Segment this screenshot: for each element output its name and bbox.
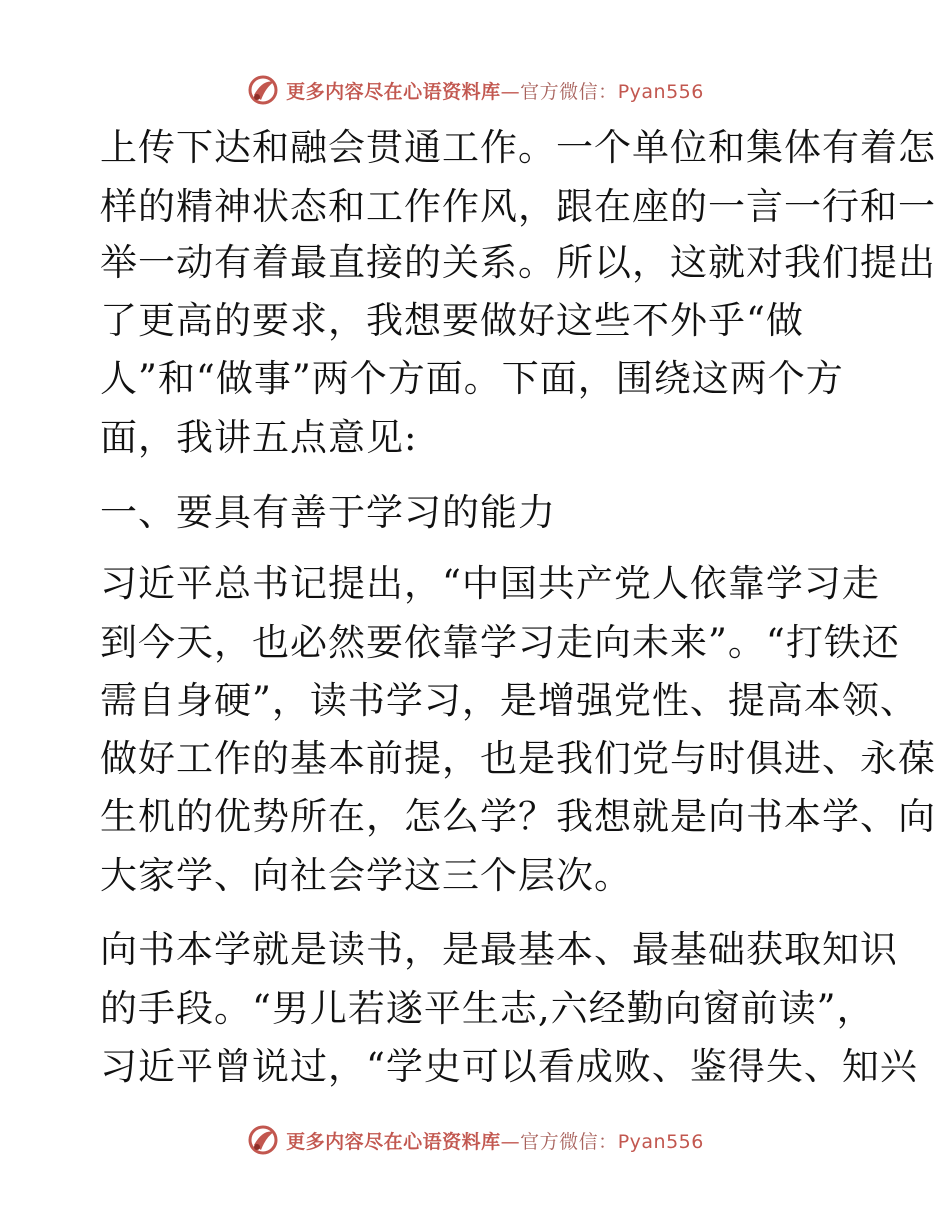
text-line: 面，我讲五点意见:	[100, 416, 418, 459]
banner-separator: —	[500, 1130, 521, 1153]
footer-banner-text	[286, 1127, 704, 1154]
text-line: 了更高的要求，我想要做好这些不外乎“做	[100, 299, 804, 342]
text-line: 大家学、向社会学这三个层次。	[100, 854, 632, 897]
banner-site-text: 更多内容尽在心语资料库	[286, 80, 501, 103]
text-line: 做好工作的基本前提，也是我们党与时俱进、永葆	[100, 737, 936, 780]
banner-wechat-id: Pyan556	[617, 80, 704, 103]
banner-site-text: 更多内容尽在心语资料库	[286, 1130, 501, 1153]
text-line: 习近平曾说过，“学史可以看成败、鉴得失、知兴	[100, 1045, 918, 1088]
text-line: 向书本学就是读书，是最基本、最基础获取知识	[100, 928, 898, 971]
banner-wechat-id: Pyan556	[617, 1130, 704, 1153]
banner-separator: —	[500, 80, 521, 103]
text-line: 生机的优势所在，怎么学？我想就是向书本学、向	[100, 795, 936, 838]
banner-wechat-label: 官方微信：	[520, 1130, 618, 1153]
text-line: 习近平总书记提出，“中国共产党人依靠学习走	[100, 562, 880, 605]
text-line: 上传下达和融会贯通工作。一个单位和集体有着怎	[100, 126, 936, 169]
text-line: 样的精神状态和工作作风，跟在座的一言一行和一	[100, 185, 936, 228]
banner-wechat-label: 官方微信：	[520, 80, 618, 103]
ink-brush-logo-icon	[246, 1123, 280, 1157]
section-heading: 一、要具有善于学习的能力	[100, 491, 556, 534]
text-line: 人”和“做事”两个方面。下面，围绕这两个方	[100, 357, 844, 400]
text-line: 举一动有着最直接的关系。所以，这就对我们提出	[100, 241, 936, 284]
footer-banner	[0, 1120, 950, 1160]
text-line: 到今天，也必然要依靠学习走向未来”。“打铁还	[100, 621, 900, 664]
text-line: 的手段。“男儿若遂平生志,六经勤向窗前读”，	[100, 987, 875, 1030]
text-line: 需自身硬”，读书学习，是增强党性、提高本领、	[100, 679, 918, 722]
